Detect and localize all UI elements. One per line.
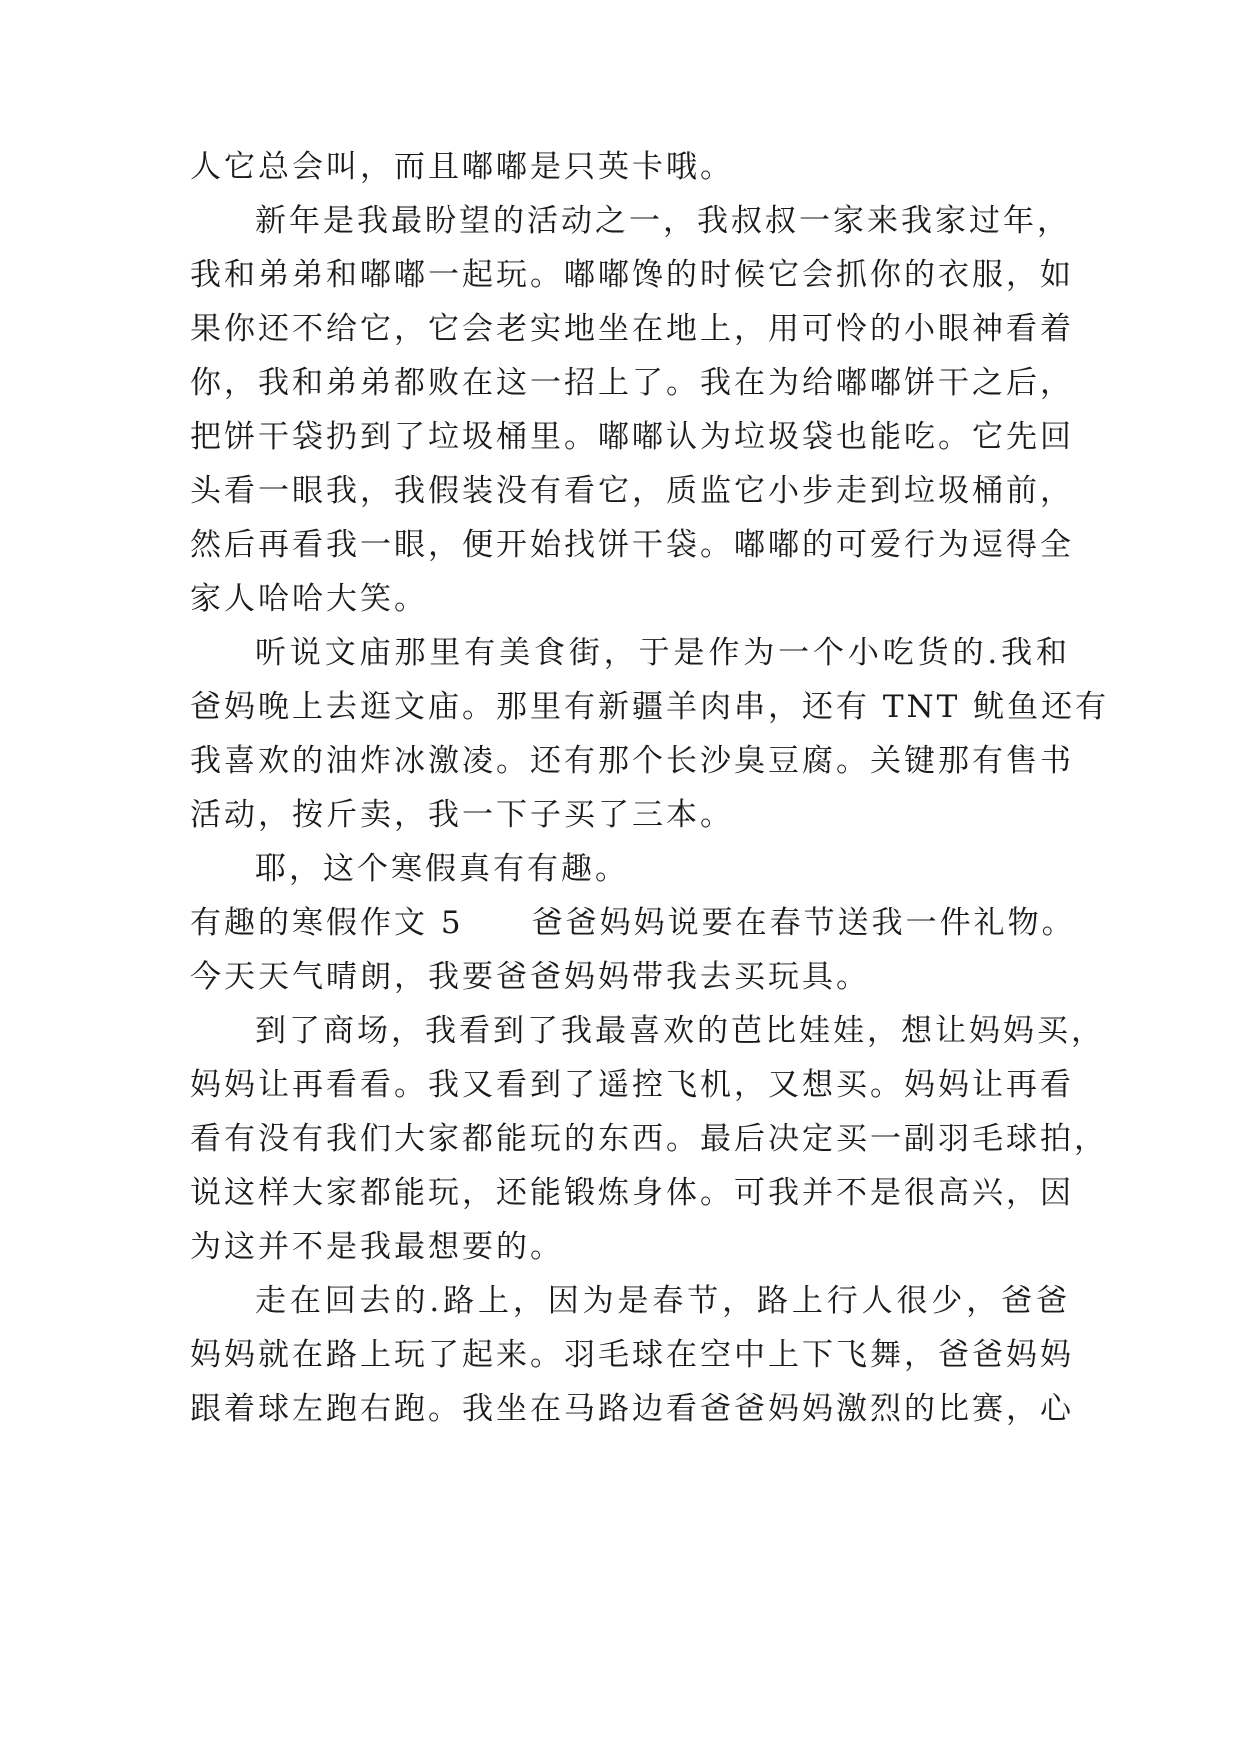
text-line: 说这样大家都能玩，还能锻炼身体。可我并不是很高兴，因: [190, 1175, 1074, 1211]
text-line: 跟着球左跑右跑。我坐在马路边看爸爸妈妈激烈的比赛，心: [190, 1391, 1074, 1427]
text-line: 到了商场，我看到了我最喜欢的芭比娃娃，想让妈妈买，: [255, 1013, 1105, 1049]
text-line: 家人哈哈大笑。: [190, 581, 428, 617]
text-line: 你，我和弟弟都败在这一招上了。我在为给嘟嘟饼干之后，: [190, 365, 1074, 401]
text-line: 头看一眼我，我假装没有看它，质监它小步走到垃圾桶前，: [190, 473, 1074, 509]
text-line: 今天天气晴朗，我要爸爸妈妈带我去买玩具。: [190, 959, 870, 995]
section-heading-line: 有趣的寒假作文 5 爸爸妈妈说要在春节送我一件礼物。: [190, 905, 1076, 941]
text-line: 走在回去的.路上，因为是春节，路上行人很少，爸爸: [255, 1283, 1070, 1319]
text-line: 把饼干袋扔到了垃圾桶里。嘟嘟认为垃圾袋也能吃。它先回: [190, 419, 1074, 455]
text-line: 新年是我最盼望的活动之一，我叔叔一家来我家过年，: [255, 203, 1071, 239]
text-line: 耶，这个寒假真有有趣。: [255, 851, 629, 887]
text-line: 果你还不给它，它会老实地坐在地上，用可怜的小眼神看着: [190, 311, 1074, 347]
text-line: 然后再看我一眼，便开始找饼干袋。嘟嘟的可爱行为逗得全: [190, 527, 1074, 563]
text-line: 看有没有我们大家都能玩的东西。最后决定买一副羽毛球拍，: [190, 1121, 1108, 1157]
text-line: 我和弟弟和嘟嘟一起玩。嘟嘟馋的时候它会抓你的衣服，如: [190, 257, 1074, 293]
text-line: 为这并不是我最想要的。: [190, 1229, 564, 1265]
text-line: 人它总会叫，而且嘟嘟是只英卡哦。: [190, 149, 734, 185]
text-line: 妈妈就在路上玩了起来。羽毛球在空中上下飞舞，爸爸妈妈: [190, 1337, 1074, 1373]
text-line: 我喜欢的油炸冰激凌。还有那个长沙臭豆腐。关键那有售书: [190, 743, 1074, 779]
text-line: 活动，按斤卖，我一下子买了三本。: [190, 797, 734, 833]
text-line: 妈妈让再看看。我又看到了遥控飞机，又想买。妈妈让再看: [190, 1067, 1074, 1103]
text-line: 听说文庙那里有美食街，于是作为一个小吃货的.我和: [255, 635, 1070, 671]
text-line: 爸妈晚上去逛文庙。那里有新疆羊肉串，还有 TNT 鱿鱼还有: [190, 689, 1110, 725]
